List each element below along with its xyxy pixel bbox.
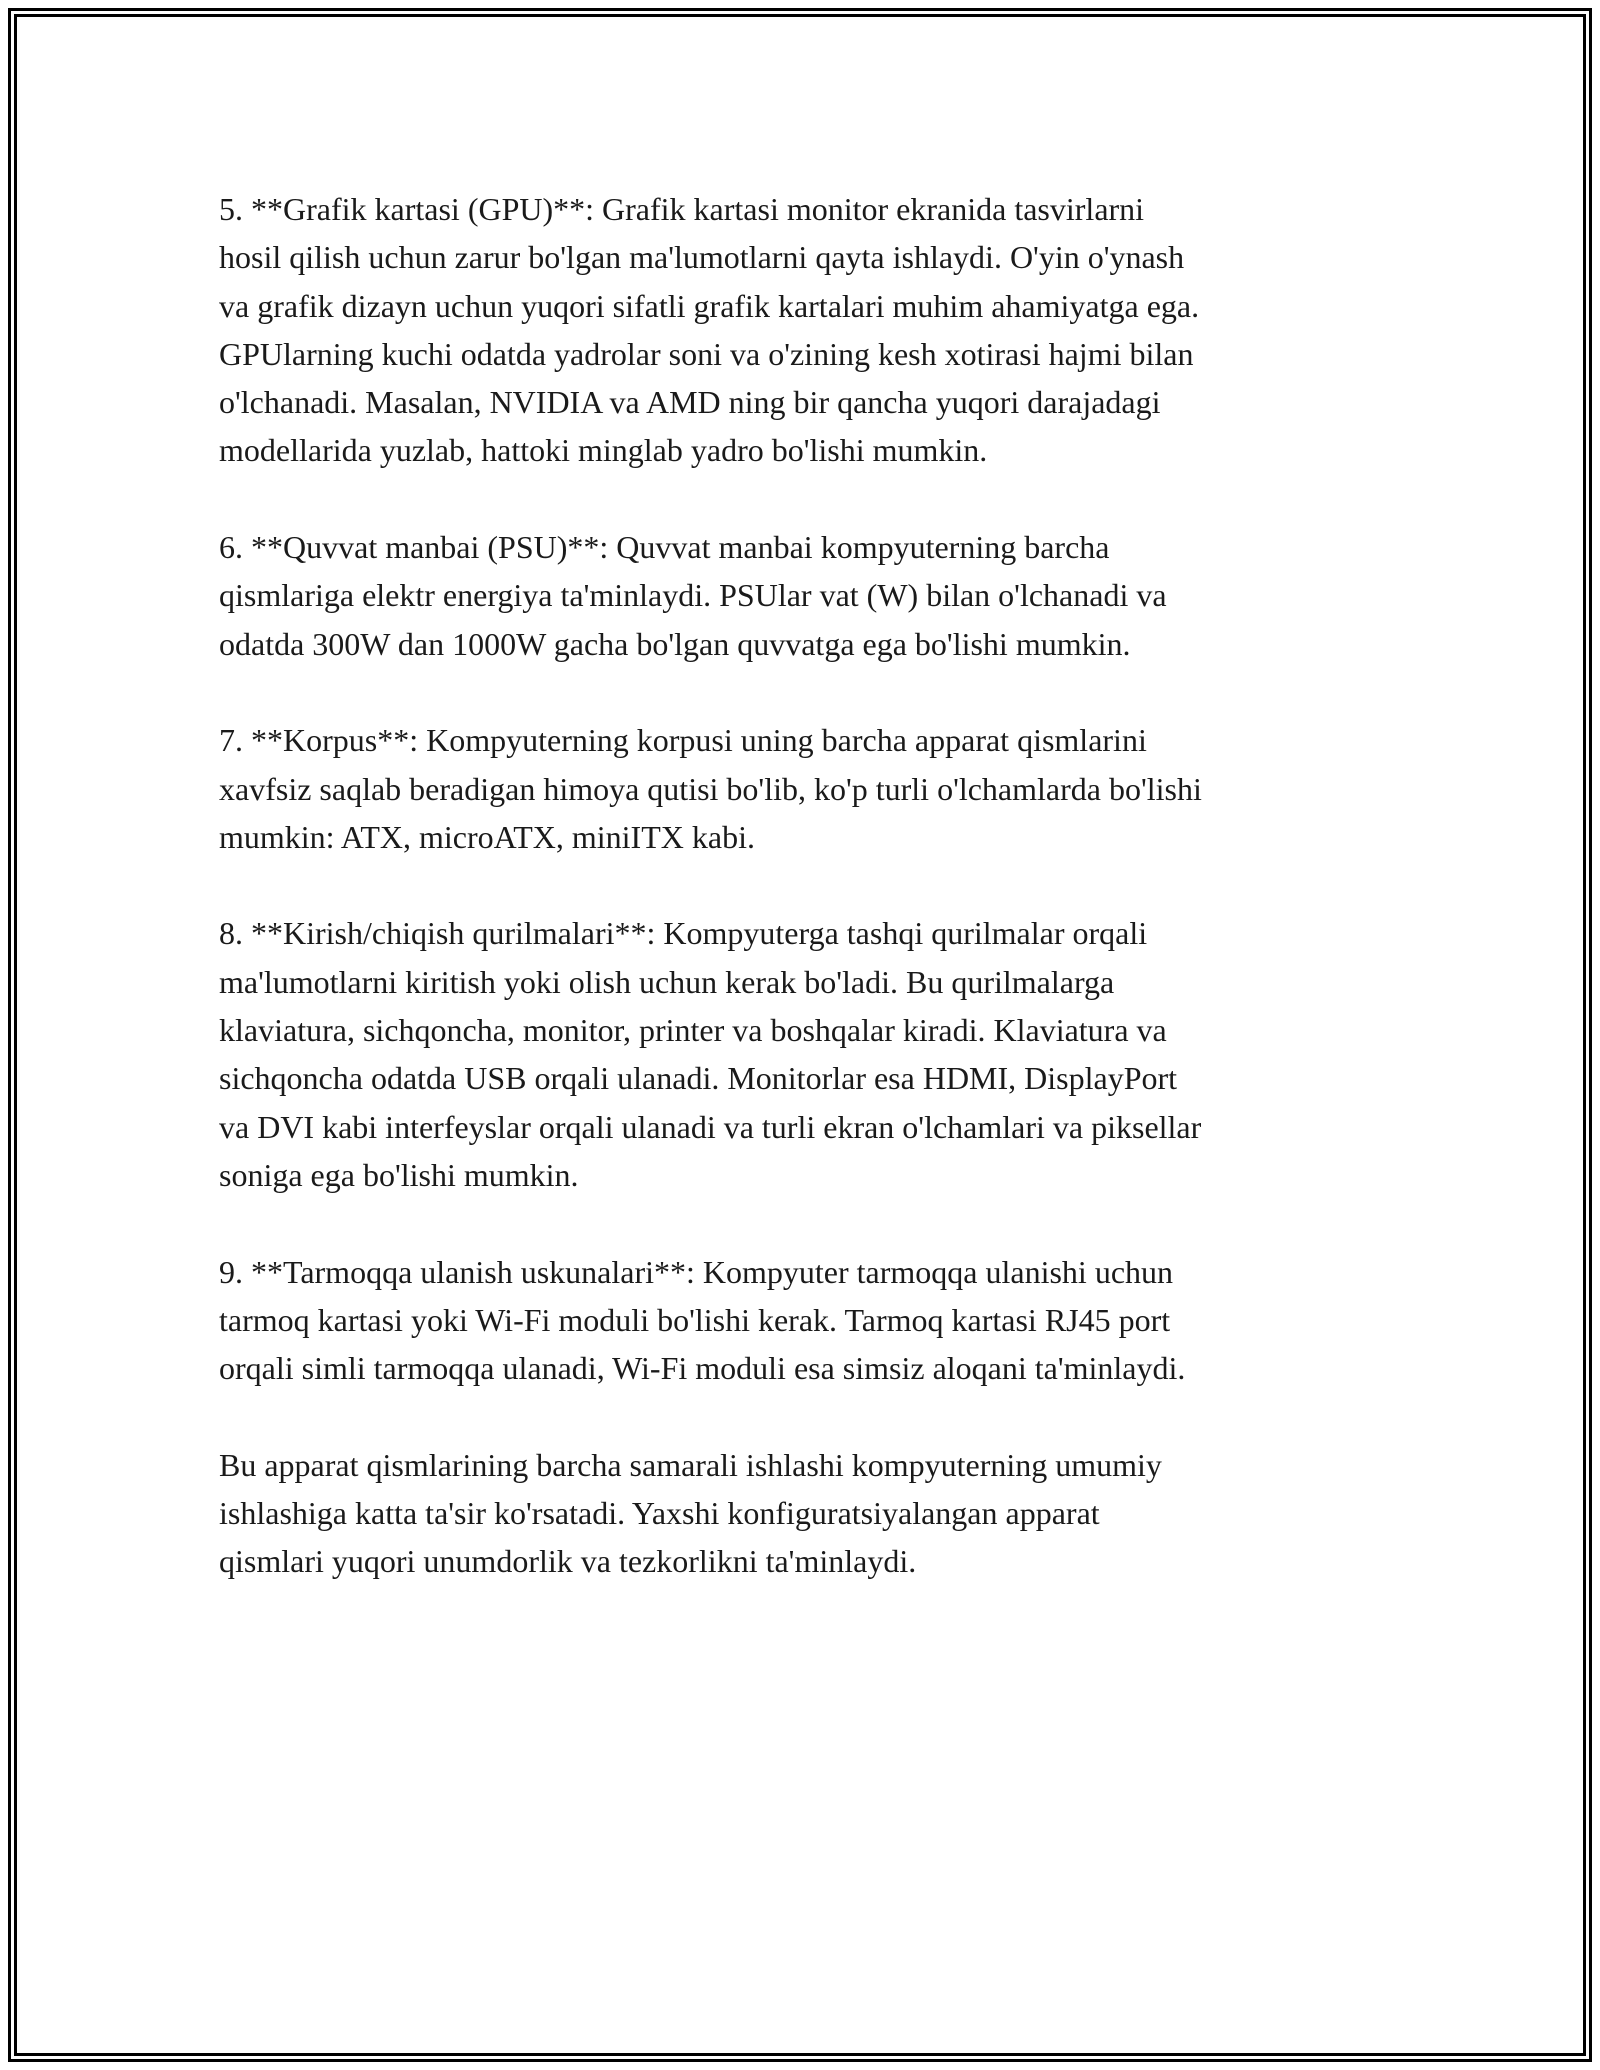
- paragraph-case: 7. **Korpus**: Kompyuterning korpusi uning barcha apparat qismlarini xavfsiz saqlab beradigan himoya qutisi bo'lib, ko'p turli o'lchamlarda bo'lishi mumkin: ATX, microATX, miniITX kabi.: [219, 722, 1202, 855]
- paragraph-gpu: 5. **Grafik kartasi (GPU)**: Grafik kartasi monitor ekranida tasvirlarni hosil qilish uchun zarur bo'lgan ma'lumotlarni qayta ishlaydi. O'yin o'ynash va grafik dizayn uchun yuqori sifatli grafik kartalari muhim ahamiyatga ega. GPUlarning kuchi odatda yadrolar soni va o'zining kesh xotirasi hajmi bilan o'lchanadi. Masalan, NVIDIA va AMD ning bir qancha yuqori darajadagi modellarida yuzlab, hattoki minglab yadro bo'lishi mumkin.: [219, 191, 1200, 469]
- paragraph-conclusion: Bu apparat qismlarining barcha samarali ishlashi kompyuterning umumiy ishlashiga katta ta'sir ko'rsatadi. Yaxshi konfiguratsiyalangan apparat qismlari yuqori unumdorlik va tezkorlikni ta'minlaydi.: [219, 1446, 1162, 1580]
- paragraph-io-devices: 8. **Kirish/chiqish qurilmalari**: Kompyuterga tashqi qurilmalar orqali ma'lumotlarni kiritish yoki olish uchun kerak bo'ladi. Bu qurilmalarga klaviatura, sichqoncha, monitor, printer va boshqalar kiradi. Klaviatura va sichqoncha odatda USB orqali ulanadi. Monitorlar esa HDMI, DisplayPort va DVI kabi interfeyslar orqali ulanadi va turli ekran o'lchamlari va piksellar soniga ega bo'lishi mumkin.: [219, 915, 1202, 1193]
- document-body: [219, 185, 1369, 1634]
- paragraph-network: 9. **Tarmoqqa ulanish uskunalari**: Kompyuter tarmoqqa ulanishi uchun tarmoq kartasi yoki Wi-Fi moduli bo'lishi kerak. Tarmoq kartasi RJ45 port orqali simli tarmoqqa ulanadi, Wi-Fi moduli esa simsiz aloqani ta'minlaydi.: [219, 1253, 1186, 1387]
- paragraph-psu: 6. **Quvvat manbai (PSU)**: Quvvat manbai kompyuterning barcha qismlariga elektr energiya ta'minlaydi. PSUlar vat (W) bilan o'lchanadi va odatda 300W dan 1000W gacha bo'lgan quvvatga ega bo'lishi mumkin.: [219, 529, 1167, 662]
